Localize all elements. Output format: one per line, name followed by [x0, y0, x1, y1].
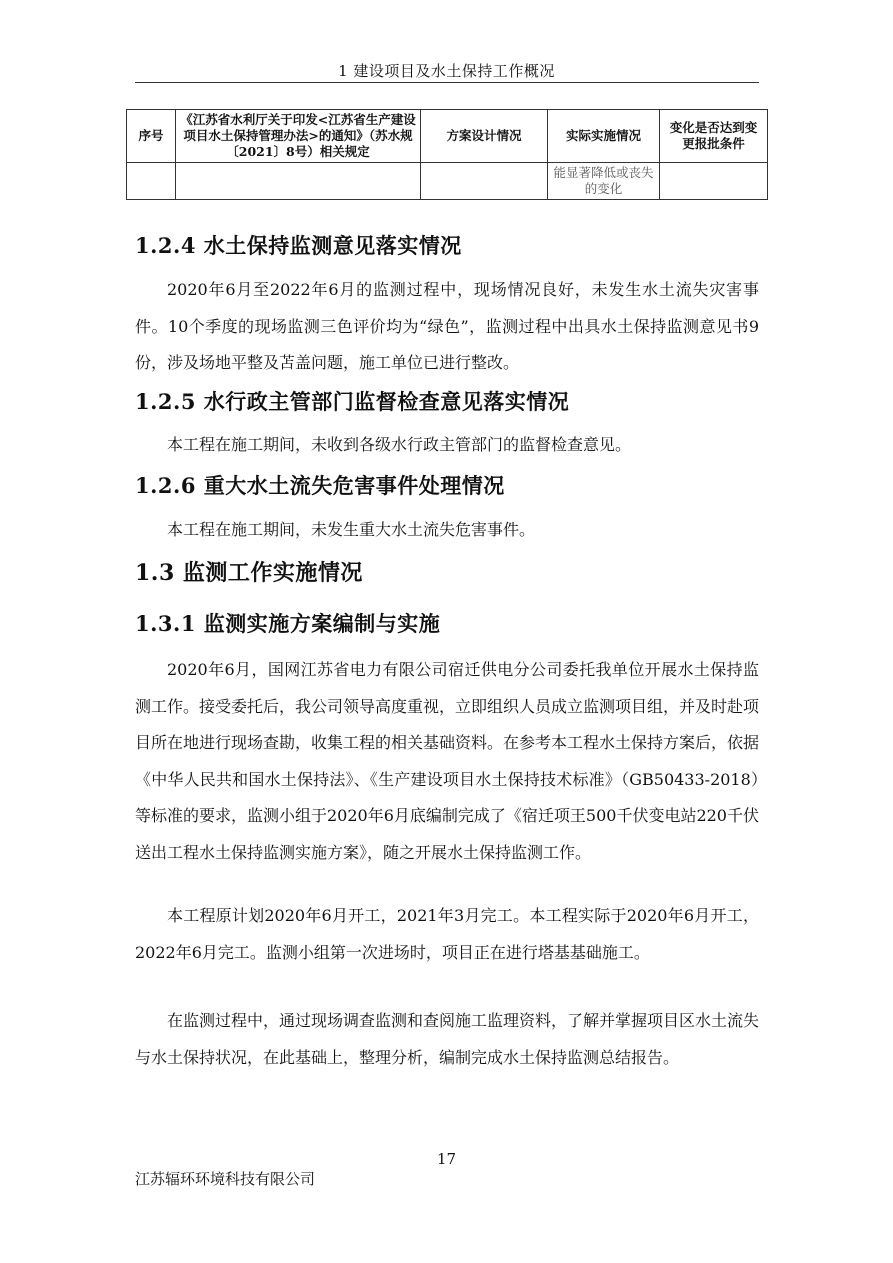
- paragraph-1-2-4: 2020年6月至2022年6月的监测过程中，现场情况良好，未发生水土流失灾害事件。10个季度的现场监测三色评价均为“绿色”，监测过程中出具水土保持监测意见书9份，涉及场地平整及苫盖问题，施工单位已进行整改。: [135, 280, 759, 372]
- cell-no: [127, 163, 176, 200]
- paragraph-1-2-5: 本工程在施工期间，未收到各级水行政主管部门的监督检查意见。: [167, 435, 632, 454]
- header-rule: 《江苏省水利厅关于印发<江苏省生产建设项目水土保持管理办法>的通知》（苏水规〔2021〕8号）相关规定: [176, 110, 421, 163]
- compliance-table: [126, 109, 768, 200]
- header-no: 序号: [127, 110, 176, 163]
- table-header-row: [127, 110, 768, 163]
- heading-1-2-6: 1.2.6 重大水土流失危害事件处理情况: [135, 473, 505, 498]
- cell-design: [421, 163, 548, 200]
- paragraph-1-3-1-c: 在监测过程中，通过现场调查监测和查阅施工监理资料，了解并掌握项目区水土流失与水土保持状况，在此基础上，整理分析，编制完成水土保持监测总结报告。: [135, 1011, 760, 1067]
- table-row: [127, 163, 768, 200]
- header-actual: 实际实施情况: [548, 110, 660, 163]
- heading-1-2-4: 1.2.4 水土保持监测意见落实情况: [135, 233, 462, 258]
- page-number: 17: [436, 1150, 457, 1168]
- heading-1-3: 1.3 监测工作实施情况: [135, 560, 363, 586]
- heading-1-2-5: 1.2.5 水行政主管部门监督检查意见落实情况: [135, 389, 570, 414]
- heading-1-3-1: 1.3.1 监测实施方案编制与实施: [135, 611, 441, 636]
- paragraph-1-3-1-a: 2020年6月，国网江苏省电力有限公司宿迁供电分公司委托我单位开展水土保持监测工作。接受委托后，我公司领导高度重视，立即组织人员成立监测项目组，并及时赴项目所在地进行现场查勘，收集工程的相关基础资料。在参考本工程水土保持方案后，依据《中华人民共和国水土保持法》、《生产建设项目水土保持技术标准》（GB50433-2018）等标准的要求，监测小组于2020年6月底编制完成了《宿迁项王500千伏变电站220千伏送出工程水土保持监测实施方案》，随之开展水土保持监测工作。: [135, 660, 760, 862]
- cell-change: [660, 163, 768, 200]
- header-design: 方案设计情况: [421, 110, 548, 163]
- header-change: 变化是否达到变更报批条件: [660, 110, 768, 163]
- header-divider: [135, 82, 759, 83]
- paragraph-1-2-6: 本工程在施工期间，未发生重大水土流失危害事件。: [167, 520, 536, 539]
- company-name: 江苏辐环环境科技有限公司: [135, 1170, 316, 1188]
- cell-rule: [176, 163, 421, 200]
- cell-actual: 能显著降低或丧失的变化: [548, 163, 660, 200]
- paragraph-1-3-1-b: 本工程原计划2020年6月开工，2021年3月完工。本工程实际于2020年6月开工，2022年6月完工。监测小组第一次进场时，项目正在进行塔基基础施工。: [135, 906, 759, 962]
- page-header-title: 1 建设项目及水土保持工作概况: [338, 62, 555, 80]
